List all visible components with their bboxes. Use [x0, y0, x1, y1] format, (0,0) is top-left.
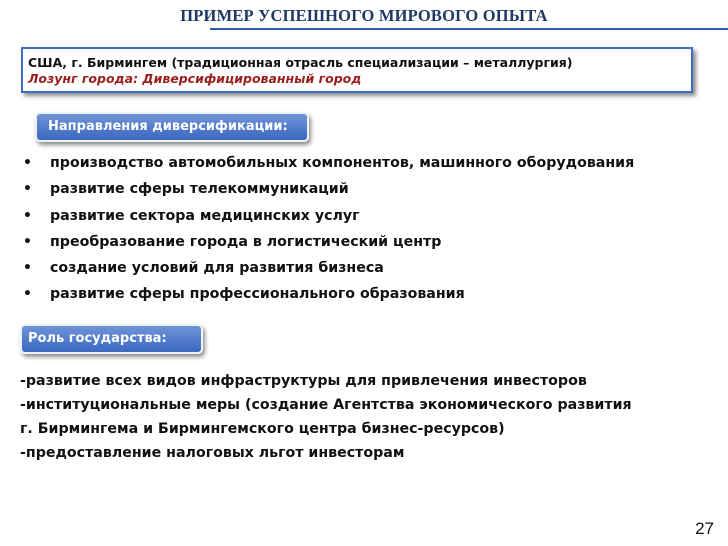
role-line: -развитие всех видов инфраструктуры для привлечения инвесторов	[20, 373, 587, 389]
bullet-icon: •	[23, 233, 32, 250]
list-item-text: развитие сектора медицинских услуг	[50, 207, 360, 224]
list-item	[23, 176, 634, 202]
list-item	[23, 150, 634, 176]
role-line: г. Бирмингема и Бирмингемского центра бизнес-ресурсов)	[20, 421, 505, 437]
list-item	[23, 281, 634, 307]
list-item	[23, 255, 634, 281]
bullet-icon: •	[23, 286, 32, 303]
section-label-diversification: Направления диверсификации:	[35, 112, 309, 142]
role-line: -институциональные меры (создание Агентства экономического развития	[20, 397, 632, 413]
list-item-text: развитие сферы телекоммуникаций	[50, 181, 349, 198]
slide-title: ПРИМЕР УСПЕШНОГО МИРОВОГО ОПЫТА	[180, 6, 548, 25]
bullet-icon: •	[23, 155, 32, 171]
state-role-list	[20, 369, 632, 465]
title-underline	[210, 28, 728, 30]
info-box	[21, 47, 693, 93]
list-item-text: создание условий для развития бизнеса	[50, 260, 384, 277]
page-number: 27	[695, 519, 714, 538]
list-item-text: преобразование города в логистический центр	[50, 233, 442, 250]
diversification-list	[23, 150, 634, 308]
list-item-text: производство автомобильных компонентов, машинного оборудования	[50, 155, 635, 171]
info-slogan-text: Лозунг города: Диверсифицированный город	[28, 71, 362, 86]
list-item-text: развитие сферы профессионального образования	[50, 286, 465, 303]
list-item	[23, 203, 634, 229]
role-line: -предоставление налоговых льгот инвесторам	[20, 445, 405, 461]
section-label-state-role: Роль государства:	[20, 324, 203, 354]
bullet-icon: •	[23, 260, 32, 277]
list-item	[23, 229, 634, 255]
info-location-text: США, г. Бирмингем (традиционная отрасль специализации – металлургия)	[28, 55, 573, 70]
bullet-icon: •	[23, 207, 32, 224]
bullet-icon: •	[23, 181, 32, 198]
